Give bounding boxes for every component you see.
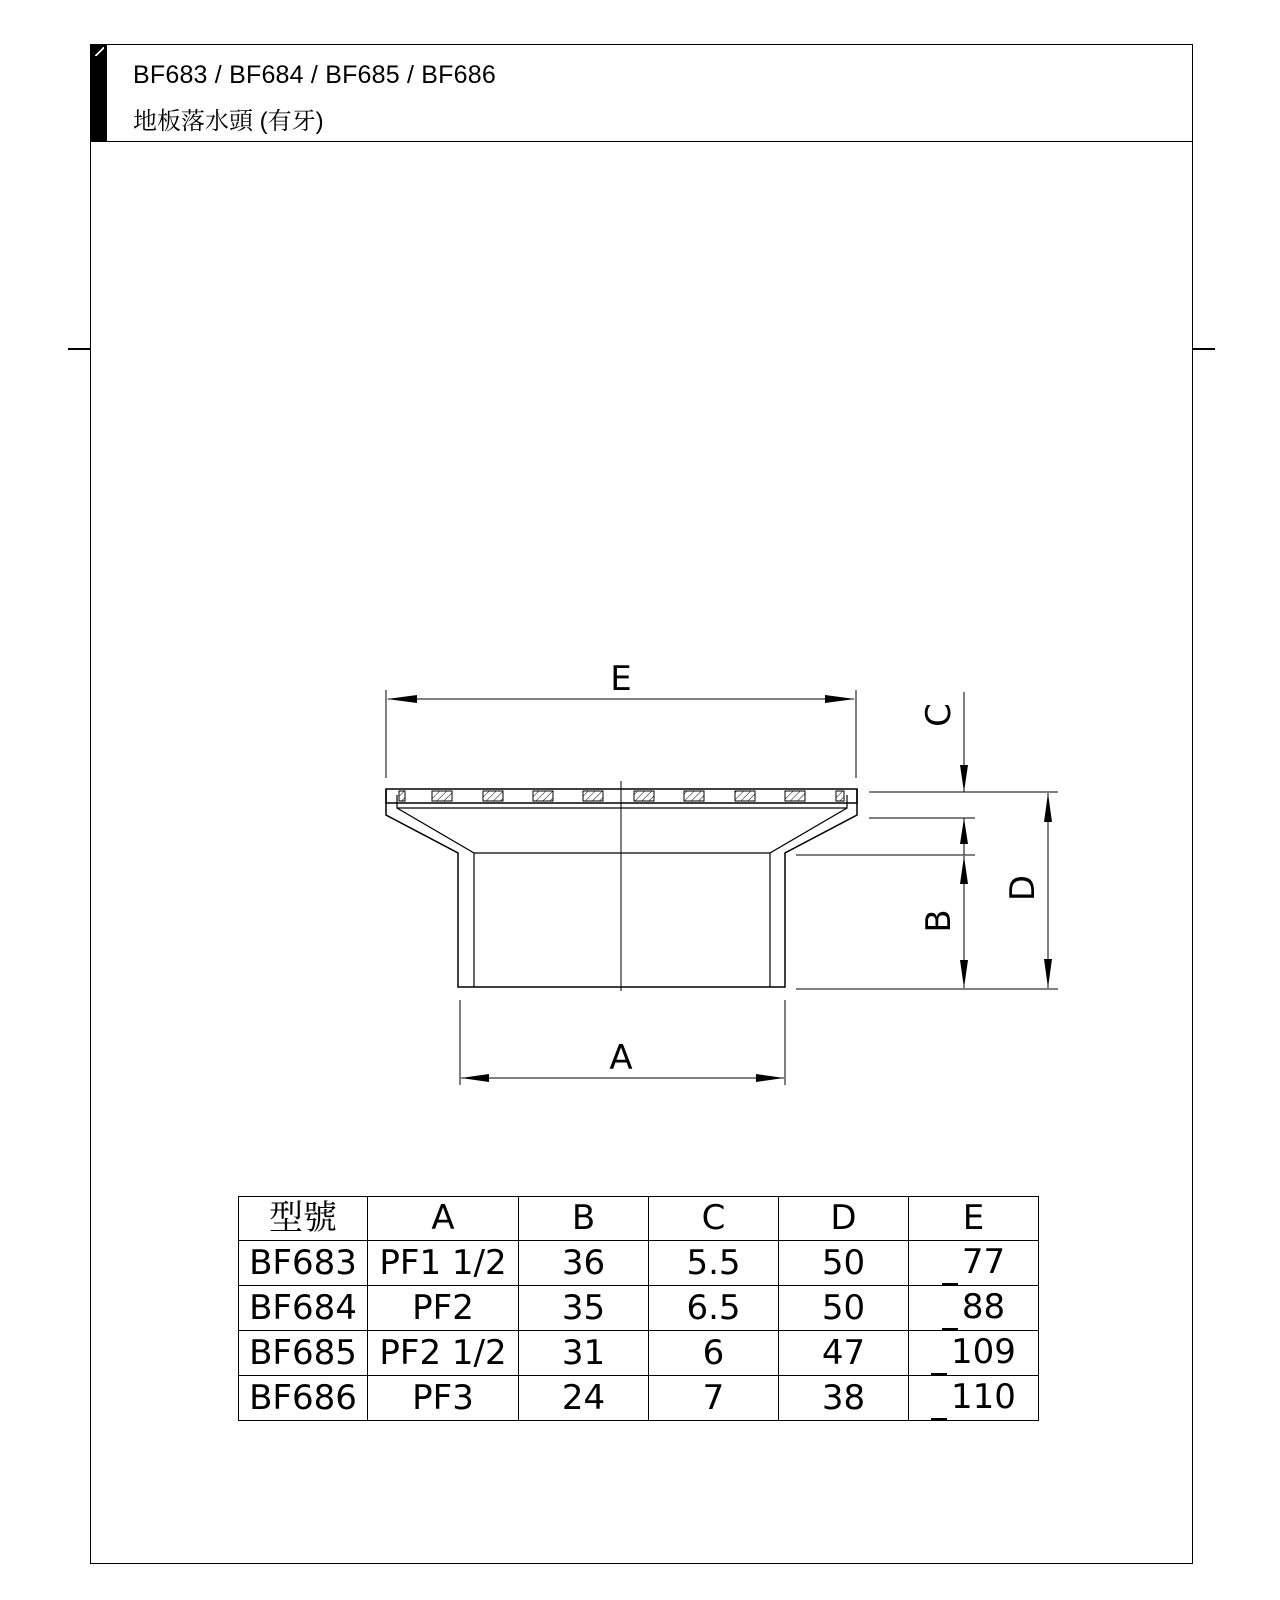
cell-model: BF686 (239, 1376, 368, 1421)
c-arrow-up-icon (960, 818, 968, 844)
cell-d: 50 (779, 1286, 909, 1331)
cell-a: PF1 1/2 (368, 1241, 519, 1286)
column-header-c: C (649, 1197, 779, 1241)
cell-e (909, 1241, 1039, 1286)
table-header-row (239, 1197, 1039, 1241)
cell-a: PF3 (368, 1376, 519, 1421)
e-arrow-left-icon (387, 695, 417, 703)
a-arrow-left-icon (461, 1074, 489, 1082)
cell-a: PF2 1/2 (368, 1331, 519, 1376)
cell-b: 36 (519, 1241, 649, 1286)
cell-d: 38 (779, 1376, 909, 1421)
grate-slot (684, 791, 704, 801)
grate-slot (483, 791, 503, 801)
b-arrow-down-icon (960, 960, 968, 988)
cell-e-value: 110 (951, 1377, 1016, 1417)
grate-slot (634, 791, 654, 801)
cell-d: 47 (779, 1331, 909, 1376)
cell-c: 5.5 (649, 1241, 779, 1286)
column-header-b: B (519, 1197, 649, 1241)
body-inner-outline-right (770, 795, 847, 987)
cell-c: 7 (649, 1376, 779, 1421)
cell-c: 6.5 (649, 1286, 779, 1331)
diameter-mark-icon (931, 1418, 947, 1420)
grate-slot (432, 791, 452, 801)
b-arrow-up-icon (960, 856, 968, 884)
table-row (239, 1376, 1039, 1421)
dimension-label-e: E (610, 659, 632, 699)
column-header-a: A (368, 1197, 519, 1241)
cell-model: BF685 (239, 1331, 368, 1376)
dimension-label-b: B (919, 909, 959, 933)
cell-b: 35 (519, 1286, 649, 1331)
cell-e-value: 88 (961, 1287, 1006, 1327)
grate-slot (785, 791, 805, 801)
cell-a: PF2 (368, 1286, 519, 1331)
cell-e (909, 1376, 1039, 1421)
dimension-label-c: C (919, 703, 959, 727)
dimension-label-d: D (1003, 874, 1043, 902)
e-arrow-right-icon (825, 695, 855, 703)
grate-slot (533, 791, 553, 801)
diameter-mark-icon (942, 1328, 958, 1330)
dimension-table (238, 1196, 1039, 1421)
table-row (239, 1286, 1039, 1331)
cell-model: BF683 (239, 1241, 368, 1286)
c-arrow-down-icon (960, 765, 968, 792)
diameter-mark-icon (942, 1283, 958, 1285)
cell-e-value: 109 (951, 1332, 1016, 1372)
cell-d: 50 (779, 1241, 909, 1286)
model-subtitle: 地板落水頭 (有牙) (133, 108, 324, 135)
a-arrow-right-icon (756, 1074, 784, 1082)
cell-c: 6 (649, 1331, 779, 1376)
column-header-e: E (909, 1197, 1039, 1241)
column-header-model: 型號 (239, 1197, 368, 1241)
table-row (239, 1241, 1039, 1286)
d-arrow-up-icon (1044, 793, 1052, 822)
column-header-d: D (779, 1197, 909, 1241)
cell-b: 31 (519, 1331, 649, 1376)
cell-model: BF684 (239, 1286, 368, 1331)
d-arrow-down-icon (1044, 959, 1052, 988)
grate-slot (836, 791, 844, 801)
dimension-label-a: A (609, 1038, 633, 1078)
cell-e (909, 1286, 1039, 1331)
cell-e-value: 77 (961, 1242, 1006, 1282)
grate-slot (583, 791, 603, 801)
grate-slot (735, 791, 755, 801)
table-row (239, 1331, 1039, 1376)
body-inner-outline (397, 795, 474, 987)
cell-b: 24 (519, 1376, 649, 1421)
model-title: BF683 / BF684 / BF685 / BF686 (133, 61, 496, 89)
grate-slot (399, 791, 405, 801)
diameter-mark-icon (931, 1373, 947, 1375)
cell-e (909, 1331, 1039, 1376)
